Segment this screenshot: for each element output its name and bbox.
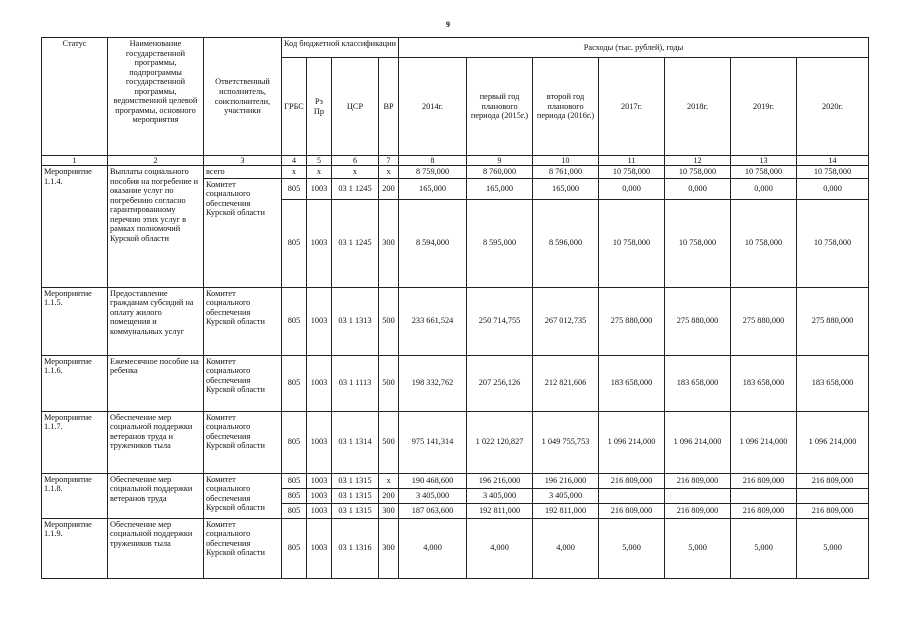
header-vr: ВР: [379, 58, 399, 156]
amount-cell: 1 096 214,000: [665, 411, 731, 473]
row-responsible: Комитет социального обеспечения Курской области: [204, 355, 282, 411]
code-cell: 03 1 1315: [332, 503, 379, 518]
code-cell: 03 1 1113: [332, 355, 379, 411]
code-cell: х: [379, 473, 399, 488]
code-cell: 1003: [307, 411, 332, 473]
amount-cell: 8 596,000: [533, 199, 599, 287]
amount-cell: 165,000: [399, 178, 467, 199]
amount-cell: 275 880,000: [797, 287, 869, 355]
row-program-name: Обеспечение мер социальной поддержки тружеников тыла: [108, 518, 204, 578]
row-status: Мероприятие 1.1.7.: [42, 411, 108, 473]
amount-cell: 216 809,000: [599, 503, 665, 518]
amount-cell: 0,000: [731, 178, 797, 199]
code-cell: 500: [379, 287, 399, 355]
amount-cell: 1 049 755,753: [533, 411, 599, 473]
amount-cell: 1 096 214,000: [731, 411, 797, 473]
column-index: 6: [332, 156, 379, 166]
row-status: Мероприятие 1.1.5.: [42, 287, 108, 355]
amount-cell: 3 405,000: [399, 488, 467, 503]
code-cell: 500: [379, 355, 399, 411]
column-index: 14: [797, 156, 869, 166]
amount-cell: 8 594,000: [399, 199, 467, 287]
amount-cell: 275 880,000: [731, 287, 797, 355]
amount-cell: 275 880,000: [599, 287, 665, 355]
code-cell: х: [332, 166, 379, 179]
code-cell: 03 1 1315: [332, 473, 379, 488]
amount-cell: 10 758,000: [731, 166, 797, 179]
code-cell: 1003: [307, 199, 332, 287]
header-budget-code: Код бюджетной классификации: [282, 38, 399, 58]
amount-cell: 187 063,600: [399, 503, 467, 518]
row-program-name: Предоставление гражданам субсидий на оплату жилого помещения и коммунальных услуг: [108, 287, 204, 355]
code-cell: 1003: [307, 503, 332, 518]
amount-cell: 10 758,000: [665, 199, 731, 287]
row-program-name: Выплаты социального пособия на погребение и оказание услуг по погребению согласно гарантированному перечню этих услуг в рамках полномочий Курской области: [108, 166, 204, 288]
row-status: Мероприятие 1.1.4.: [42, 166, 108, 288]
column-index: 3: [204, 156, 282, 166]
amount-cell: 198 332,762: [399, 355, 467, 411]
code-cell: 805: [282, 518, 307, 578]
amount-cell: 216 809,000: [665, 473, 731, 488]
header-name: Наименование государственной программы, подпрограммы государственной программы, ведомственной целевой программы, основного мероприятия: [108, 38, 204, 156]
table-row: [42, 166, 869, 179]
table-header: [42, 38, 869, 156]
amount-cell: 196 216,000: [467, 473, 533, 488]
row-status: Мероприятие 1.1.8.: [42, 473, 108, 518]
code-cell: 805: [282, 178, 307, 199]
amount-cell: 183 658,000: [731, 355, 797, 411]
amount-cell: 192 811,000: [533, 503, 599, 518]
amount-cell: 216 809,000: [731, 503, 797, 518]
code-cell: 805: [282, 287, 307, 355]
amount-cell: 1 022 120,827: [467, 411, 533, 473]
amount-cell: 5,000: [599, 518, 665, 578]
amount-cell: 10 758,000: [797, 199, 869, 287]
code-cell: 805: [282, 355, 307, 411]
amount-cell: 183 658,000: [797, 355, 869, 411]
amount-cell: 8 595,000: [467, 199, 533, 287]
column-index: 7: [379, 156, 399, 166]
amount-cell: [731, 488, 797, 503]
column-index: 9: [467, 156, 533, 166]
table-row: [42, 355, 869, 411]
amount-cell: 212 821,606: [533, 355, 599, 411]
amount-cell: 8 760,000: [467, 166, 533, 179]
code-cell: 805: [282, 488, 307, 503]
code-cell: 1003: [307, 287, 332, 355]
code-cell: 1003: [307, 178, 332, 199]
code-cell: х: [307, 166, 332, 179]
amount-cell: 207 256,126: [467, 355, 533, 411]
row-responsible: Комитет социального обеспечения Курской области: [204, 287, 282, 355]
page-number: 9: [446, 20, 450, 29]
amount-cell: 10 758,000: [665, 166, 731, 179]
amount-cell: 275 880,000: [665, 287, 731, 355]
amount-cell: 975 141,314: [399, 411, 467, 473]
code-cell: 805: [282, 473, 307, 488]
amount-cell: 5,000: [731, 518, 797, 578]
amount-cell: 216 809,000: [797, 473, 869, 488]
amount-cell: 267 012,735: [533, 287, 599, 355]
code-cell: х: [379, 166, 399, 179]
table-row: [42, 518, 869, 578]
header-csr: ЦСР: [332, 58, 379, 156]
amount-cell: 8 761,000: [533, 166, 599, 179]
header-2015: первый год планового периода (2015г.): [467, 58, 533, 156]
amount-cell: 183 658,000: [599, 355, 665, 411]
amount-cell: 8 759,000: [399, 166, 467, 179]
amount-cell: 190 468,600: [399, 473, 467, 488]
header-2014: 2014г.: [399, 58, 467, 156]
table-row: [42, 473, 869, 488]
amount-cell: 1 096 214,000: [797, 411, 869, 473]
column-index: 13: [731, 156, 797, 166]
code-cell: 1003: [307, 473, 332, 488]
amount-cell: 183 658,000: [665, 355, 731, 411]
table-body: [42, 156, 869, 579]
row-status: Мероприятие 1.1.9.: [42, 518, 108, 578]
amount-cell: 0,000: [665, 178, 731, 199]
amount-cell: 216 809,000: [665, 503, 731, 518]
amount-cell: 196 216,000: [533, 473, 599, 488]
column-index: 5: [307, 156, 332, 166]
column-index: 1: [42, 156, 108, 166]
header-2020: 2020г.: [797, 58, 869, 156]
code-cell: 805: [282, 503, 307, 518]
header-rzpr: Рз Пр: [307, 58, 332, 156]
code-cell: х: [282, 166, 307, 179]
row-responsible: Комитет социального обеспечения Курской области: [204, 518, 282, 578]
column-index: 4: [282, 156, 307, 166]
row-responsible: Комитет социального обеспечения Курской области: [204, 178, 282, 287]
code-cell: 03 1 1313: [332, 287, 379, 355]
column-index: 11: [599, 156, 665, 166]
code-cell: 805: [282, 411, 307, 473]
header-2016: второй год планового периода (2016г.): [533, 58, 599, 156]
column-index-row: [42, 156, 869, 166]
column-index: 8: [399, 156, 467, 166]
code-cell: 200: [379, 488, 399, 503]
code-cell: 200: [379, 178, 399, 199]
code-cell: 03 1 1315: [332, 488, 379, 503]
amount-cell: 216 809,000: [797, 503, 869, 518]
amount-cell: 216 809,000: [599, 473, 665, 488]
amount-cell: 250 714,755: [467, 287, 533, 355]
header-responsible: Ответственный исполнитель, соисполнители, участники: [204, 38, 282, 156]
amount-cell: [797, 488, 869, 503]
code-cell: 03 1 1314: [332, 411, 379, 473]
amount-cell: 165,000: [467, 178, 533, 199]
code-cell: 300: [379, 199, 399, 287]
amount-cell: 1 096 214,000: [599, 411, 665, 473]
amount-cell: 233 661,524: [399, 287, 467, 355]
header-grbs: ГРБС: [282, 58, 307, 156]
code-cell: 03 1 1316: [332, 518, 379, 578]
row-responsible: Комитет социального обеспечения Курской области: [204, 411, 282, 473]
amount-cell: 3 405,000: [467, 488, 533, 503]
code-cell: 1003: [307, 355, 332, 411]
code-cell: 300: [379, 518, 399, 578]
header-expenses: Расходы (тыс. рублей), годы: [399, 38, 869, 58]
row-responsible: Комитет социального обеспечения Курской области: [204, 473, 282, 518]
amount-cell: 4,000: [467, 518, 533, 578]
amount-cell: 5,000: [797, 518, 869, 578]
row-program-name: Обеспечение мер социальной поддержки ветеранов труда: [108, 473, 204, 518]
amount-cell: 0,000: [797, 178, 869, 199]
amount-cell: 165,000: [533, 178, 599, 199]
column-index: 2: [108, 156, 204, 166]
header-2019: 2019г.: [731, 58, 797, 156]
column-index: 12: [665, 156, 731, 166]
amount-cell: 10 758,000: [731, 199, 797, 287]
header-2017: 2017г.: [599, 58, 665, 156]
amount-cell: 4,000: [399, 518, 467, 578]
code-cell: 1003: [307, 518, 332, 578]
code-cell: 1003: [307, 488, 332, 503]
amount-cell: 216 809,000: [731, 473, 797, 488]
amount-cell: 10 758,000: [599, 199, 665, 287]
header-2018: 2018г.: [665, 58, 731, 156]
amount-cell: [599, 488, 665, 503]
header-status: Статус: [42, 38, 108, 156]
row-responsible-total: всего: [204, 166, 282, 179]
amount-cell: 10 758,000: [797, 166, 869, 179]
row-program-name: Ежемесячное пособие на ребенка: [108, 355, 204, 411]
row-status: Мероприятие 1.1.6.: [42, 355, 108, 411]
code-cell: 300: [379, 503, 399, 518]
amount-cell: 4,000: [533, 518, 599, 578]
column-index: 10: [533, 156, 599, 166]
code-cell: 500: [379, 411, 399, 473]
code-cell: 03 1 1245: [332, 178, 379, 199]
amount-cell: 5,000: [665, 518, 731, 578]
expenses-table: [41, 37, 869, 579]
amount-cell: [665, 488, 731, 503]
code-cell: 805: [282, 199, 307, 287]
amount-cell: 192 811,000: [467, 503, 533, 518]
amount-cell: 10 758,000: [599, 166, 665, 179]
amount-cell: 0,000: [599, 178, 665, 199]
row-program-name: Обеспечение мер социальной поддержки ветеранов труда и тружеников тыла: [108, 411, 204, 473]
table-row: [42, 411, 869, 473]
table-row: [42, 287, 869, 355]
code-cell: 03 1 1245: [332, 199, 379, 287]
amount-cell: 3 405,000: [533, 488, 599, 503]
